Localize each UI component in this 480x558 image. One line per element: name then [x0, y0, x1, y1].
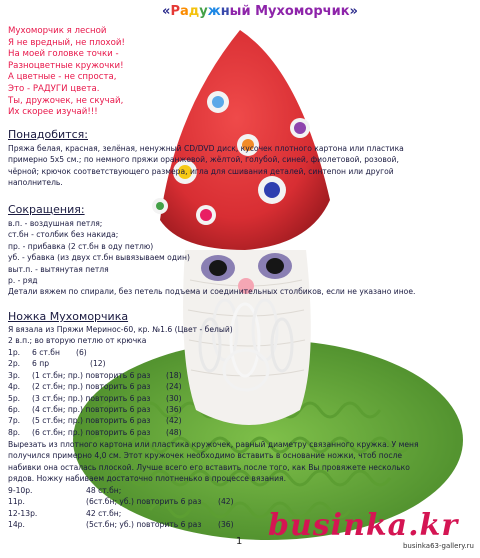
leg-rows-2 [8, 485, 268, 531]
row-count: (48) [166, 427, 182, 437]
title-letter: Р [170, 4, 180, 19]
row-count: (36) [166, 404, 182, 414]
row-number: 14р. [8, 520, 25, 530]
abbreviations-heading: Сокращения: [8, 203, 85, 216]
row-instruction: 42 ст.бн; [86, 508, 122, 518]
title-letter: д [188, 4, 200, 19]
abbreviations-list [8, 218, 415, 298]
pattern-row [8, 519, 268, 530]
poem-line: Мухоморчик я лесной [8, 26, 107, 36]
pattern-row [8, 358, 268, 369]
row-instruction: (3 ст.бн; пр.) повторить 6 раз [32, 393, 151, 403]
leg-heading: Ножка Мухоморчика [8, 310, 129, 323]
row-instruction: (5 ст.бн; пр.) повторить 6 раз [32, 416, 151, 426]
leg-text-line: Вырезать из плотного картона или пластика кружочек, равный диаметру связанного кружка. У меня [8, 440, 419, 449]
leg-intro-line: 2 в.п.; во вторую петлю от крючка [8, 336, 147, 346]
poem-line: Разноцветные кружочки! [8, 60, 124, 71]
row-count: (12) [90, 359, 106, 369]
title-letter: ж [207, 4, 221, 19]
title-rainbow-word [170, 4, 241, 19]
materials-line: чёрной; крючок соответствующего размера, игла для сшивания деталей, синтепон или другой [8, 166, 394, 176]
poem-line: Ты, дружочек, не скучай, [8, 95, 124, 106]
row-count: (6) [76, 348, 87, 357]
title-open-quote: « [162, 4, 171, 19]
site-credit: businka63-gallery.ru [402, 542, 474, 550]
title-rest: й Мухоморчик [241, 4, 350, 19]
poem-line: Я не вредный, не плохой! [8, 37, 125, 48]
abbreviation-line: ст.бн - столбик без накида; [8, 230, 119, 240]
row-number: 1р. [8, 348, 21, 357]
pattern-row [8, 370, 268, 381]
row-instruction: (4 ст.бн; пр.) повторить 6 раз [32, 404, 151, 414]
materials-line: примерно 5х5 см.; по немного пряжи оранжевой, жёлтой, голубой, синей, фиолетовой, розовой, [8, 155, 399, 165]
materials-line: Пряжа белая, красная, зелёная, ненужный CD/DVD диск, кусочек плотного картона или пластика [8, 144, 404, 153]
title-close-quote: » [349, 4, 358, 19]
row-instruction: 6 ст.бн [32, 348, 60, 357]
abbreviation-line: уб. - убавка (из двух ст.бн вывязываем один) [8, 253, 190, 263]
row-number: 11р. [8, 497, 25, 507]
page-number: 1 [236, 536, 243, 547]
abbreviation-line: в.п. - воздушная петля; [8, 219, 103, 228]
row-count: (36) [218, 520, 234, 530]
poem-line: Их скорее изучай!!! [8, 107, 98, 118]
pattern-row [8, 508, 268, 519]
leg-intro-line: Я вязала из Пряжи Меринос-60, кр. №1.6 (Цвет - белый) [8, 325, 233, 334]
watermark: businka.kr [268, 508, 459, 543]
leg-text-line: рядов. Ножку набиваем достаточно плотненько в процессе вязания. [8, 474, 287, 484]
row-instruction: (6 ст.бн; пр.) повторить 6 раз [32, 427, 151, 437]
poem-line: А цветные - не спроста, [8, 72, 117, 83]
row-count: (42) [166, 416, 182, 426]
materials-heading: Понадобится: [8, 128, 88, 141]
pattern-row [8, 404, 268, 415]
row-number: 2р. [8, 359, 21, 369]
row-count: (30) [166, 393, 182, 403]
leg-text-line: набивки она осталась плоской. Лучше всего его вставить после того, как Вы провяжете несколько [8, 462, 410, 472]
abbreviation-line: выт.п. - вытянутая петля [8, 264, 109, 274]
row-number: 5р. [8, 393, 21, 403]
pattern-row [8, 496, 268, 507]
leg-rows [8, 347, 268, 438]
poem [8, 26, 208, 119]
abbreviation-line: р. - ряд [8, 276, 38, 286]
abbreviation-line: Детали вяжем по спирали, без петель подъема и соединительных столбиков, если не указано иное. [8, 287, 416, 297]
pattern-row [8, 415, 268, 426]
row-number: 8р. [8, 427, 21, 437]
row-instruction: (6ст.бн; уб.) повторить 6 раз [86, 497, 202, 507]
row-count: (18) [166, 370, 182, 380]
row-number: 7р. [8, 416, 21, 426]
pattern-row [8, 393, 268, 404]
title-letter: а [179, 4, 189, 19]
row-number: 12-13р. [8, 508, 38, 518]
pattern-row [8, 427, 268, 438]
abbreviation-line: пр. - прибавка (2 ст.бн в оду петлю) [8, 241, 154, 251]
row-instruction: 6 пр [32, 359, 50, 369]
row-number: 3р. [8, 370, 21, 380]
row-number: 4р. [8, 382, 21, 392]
page-title [120, 4, 400, 19]
poem-line: На моей головке точки - [8, 49, 119, 60]
row-number: 9-10р. [8, 486, 33, 495]
leg-text [8, 439, 419, 485]
leg-text-line: получился примерно 4,0 см. Этот кружочек необходимо вставить в основание ножки, чтоб после [8, 451, 403, 461]
row-count: (24) [166, 382, 182, 392]
title-letter: н [220, 4, 230, 19]
materials-line: наполнитель. [8, 178, 63, 188]
leg-intro [8, 324, 233, 347]
pattern-row [8, 485, 268, 496]
row-instruction: (2 ст.бн; пр.) повторить 6 раз [32, 382, 151, 392]
pattern-row [8, 381, 268, 392]
poem-line: Это - РАДУГИ цвета. [8, 83, 100, 94]
row-instruction: (1 ст.бн; пр.) повторить 6 раз [32, 370, 151, 380]
row-number: 6р. [8, 404, 21, 414]
materials-text [8, 143, 470, 189]
row-instruction: (5ст.бн; уб.) повторить 6 раз [86, 520, 202, 530]
title-letter: ы [229, 4, 242, 19]
title-letter: у [199, 4, 208, 19]
row-instruction: 48 ст.бн; [86, 486, 122, 495]
row-count: (42) [218, 497, 234, 507]
pattern-row [8, 347, 268, 358]
